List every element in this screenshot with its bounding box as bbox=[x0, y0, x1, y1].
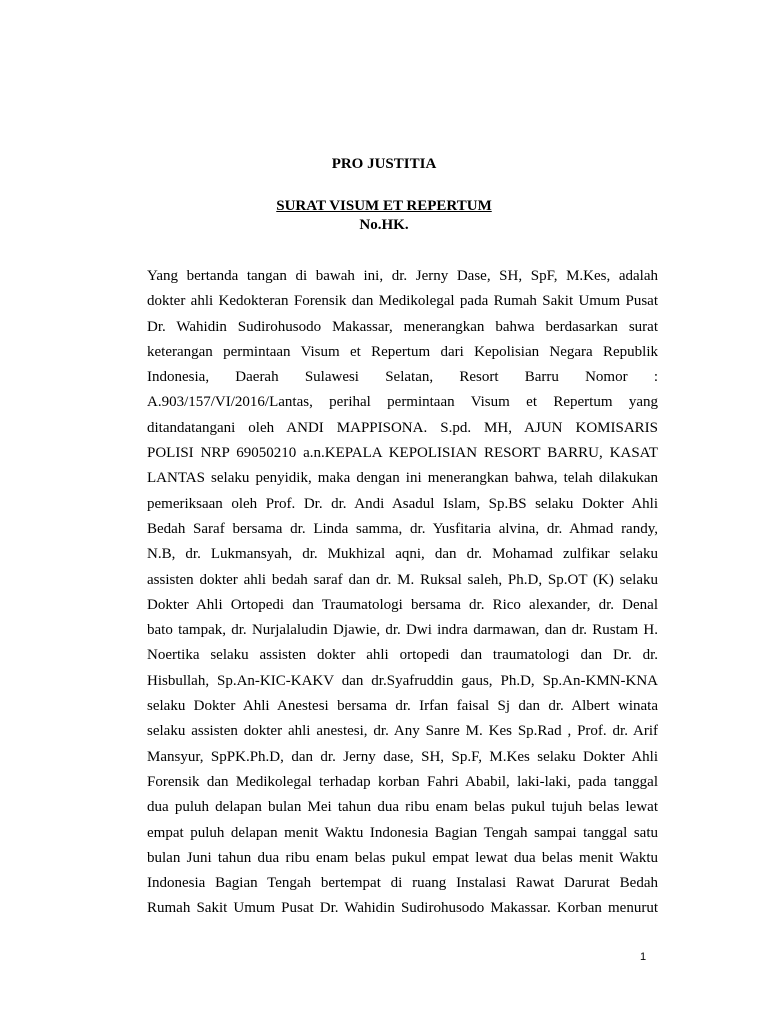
body-line: dokter ahli Kedokteran Forensik dan Medikolegal pada Rumah Sakit Umum Pusat bbox=[147, 293, 658, 310]
body-line: Dokter Ahli Ortopedi dan Traumatologi bersama dr. Rico alexander, dr. Denal bbox=[147, 596, 658, 613]
document-heading-pro-justitia: PRO JUSTITIA bbox=[331, 156, 437, 172]
body-line: Noertika selaku assisten dokter ahli ortopedi dan traumatologi dan Dr. dr. bbox=[147, 647, 658, 664]
body-line: empat puluh delapan menit Waktu Indonesia Bagian Tengah sampai tanggal satu bbox=[147, 824, 658, 841]
body-line: Bedah Saraf bersama dr. Linda samma, dr. Yusfitaria alvina, dr. Ahmad randy, bbox=[147, 520, 658, 537]
body-line: Hisbullah, Sp.An-KIC-KAKV dan dr.Syafruddin gaus, Ph.D, Sp.An-KMN-KNA bbox=[147, 672, 658, 689]
body-line: LANTAS selaku penyidik, maka dengan ini menerangkan bahwa, telah dilakukan bbox=[147, 470, 658, 487]
body-line: selaku assisten dokter ahli anestesi, dr. Any Sanre M. Kes Sp.Rad , Prof. dr. Arif bbox=[147, 723, 658, 740]
body-line: bulan Juni tahun dua ribu enam belas pukul empat lewat dua belas menit Waktu bbox=[147, 849, 658, 866]
page-number: 1 bbox=[640, 951, 647, 963]
body-line: assisten dokter ahli bedah saraf dan dr. M. Ruksal saleh, Ph.D, Sp.OT (K) selaku bbox=[147, 571, 658, 588]
body-line: Forensik dan Medikolegal terhadap korban Fahri Ababil, laki-laki, pada tanggal bbox=[147, 773, 658, 790]
body-line: dua puluh delapan bulan Mei tahun dua ribu enam belas pukul tujuh belas lewat bbox=[147, 799, 658, 816]
document-body-paragraph bbox=[147, 264, 658, 922]
body-line: bato tampak, dr. Nurjalaludin Djawie, dr. Dwi indra darmawan, dan dr. Rustam H. bbox=[147, 622, 658, 639]
body-line: keterangan permintaan Visum et Repertum dari Kepolisian Negara Republik bbox=[147, 343, 658, 360]
body-line: Indonesia, Daerah Sulawesi Selatan, Resort Barru Nomor : bbox=[147, 369, 658, 386]
document-title: SURAT VISUM ET REPERTUM bbox=[276, 198, 492, 214]
body-line: A.903/157/VI/2016/Lantas, perihal permintaan Visum et Repertum yang bbox=[147, 394, 658, 411]
body-line: Rumah Sakit Umum Pusat Dr. Wahidin Sudirohusodo Makassar. Korban menurut bbox=[147, 900, 658, 917]
body-line: selaku Dokter Ahli Anestesi bersama dr. Irfan faisal Sj dan dr. Albert winata bbox=[147, 698, 658, 715]
body-line: ditandatangani oleh ANDI MAPPISONA. S.pd. MH, AJUN KOMISARIS bbox=[147, 419, 658, 436]
body-line: N.B, dr. Lukmansyah, dr. Mukhizal aqni, dan dr. Mohamad zulfikar selaku bbox=[147, 546, 658, 563]
document-number: No.HK. bbox=[359, 217, 409, 233]
body-line: Indonesia Bagian Tengah bertempat di ruang Instalasi Rawat Darurat Bedah bbox=[147, 875, 658, 892]
body-line: Mansyur, SpPK.Ph.D, dan dr. Jerny dase, SH, Sp.F, M.Kes selaku Dokter Ahli bbox=[147, 748, 658, 765]
body-line: Dr. Wahidin Sudirohusodo Makassar, menerangkan bahwa berdasarkan surat bbox=[147, 318, 658, 335]
body-line: pemeriksaan oleh Prof. Dr. dr. Andi Asadul Islam, Sp.BS selaku Dokter Ahli bbox=[147, 495, 658, 512]
body-line: POLISI NRP 69050210 a.n.KEPALA KEPOLISIAN RESORT BARRU, KASAT bbox=[147, 445, 658, 462]
body-line: Yang bertanda tangan di bawah ini, dr. Jerny Dase, SH, SpF, M.Kes, adalah bbox=[147, 268, 658, 284]
